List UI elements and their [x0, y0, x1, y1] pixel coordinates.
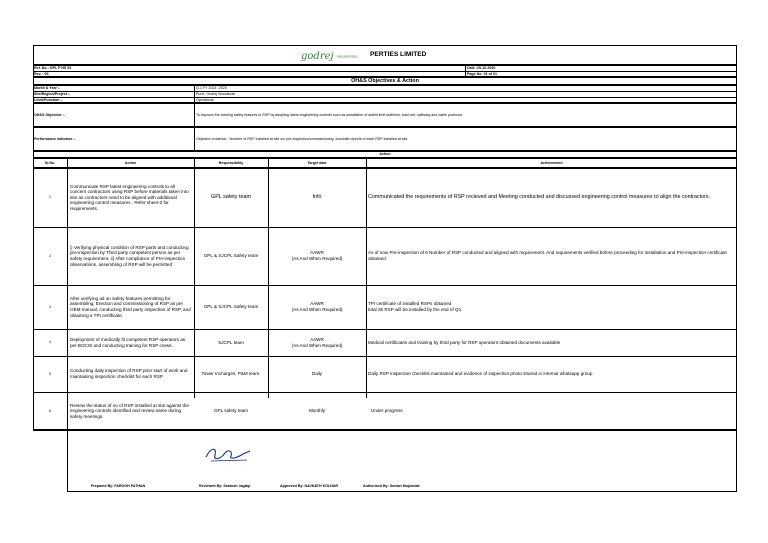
col-responsibility: Responsibility — [218, 160, 244, 165]
row-6-target: Monthly — [308, 408, 326, 414]
row-2-responsibility: GPL & SJCPL Safety team — [203, 253, 259, 259]
godrej-logo-icon — [301, 49, 371, 61]
row-4-achievement: Medical certificates and training by third party for RSP operators obtained documents available — [368, 339, 561, 345]
row-2-no: 2 — [49, 253, 51, 258]
row-4-no: 4 — [49, 340, 51, 345]
row-2-achievement: As of now Pre-inspection of 6 Number of RSP conducted and aligned with requirement. And requirements verified before proceeding for installation and Pre-inspection certificate obtained. — [368, 250, 727, 261]
row-1-no: 1 — [49, 195, 51, 200]
reviewed-by: Reviewed By: Santosh Jagtap — [199, 484, 251, 488]
row-1-action: Communicate RSP latest engineering controls to all concern contractors using RSP before materials taken into site as contractors need to be aligned with additional engineering control measures . Refer sheet-2 for requirements. — [70, 183, 189, 211]
row-5-no: 5 — [49, 371, 51, 376]
row-2-target: AAWR (As And When Required) — [291, 250, 343, 261]
page-number: Page No: 01 of 01 — [467, 72, 497, 76]
objective-value: To improve the existing safety features in RSP by adopting latest engineering controls such as installation of antitilt limit switches, load cell, safeway and cable protector. — [196, 112, 463, 117]
site-label: Site/Region/Project :- — [34, 92, 71, 96]
month-year-value: Q-1 FY 2024 -2025 — [196, 86, 227, 90]
date: Date :25-10-2020 — [467, 66, 496, 70]
row-6-no: 6 — [49, 408, 51, 413]
authorized-by: Authorised By: Suman Mujumdar — [363, 484, 420, 488]
month-year-label: Month & Year :- — [34, 86, 61, 90]
col-action: Action — [124, 160, 137, 165]
site-value: Pune, Godrej Woodsvan — [196, 92, 236, 96]
row-3-no: 3 — [49, 304, 51, 309]
objective-label: OH&S Objective :- — [34, 112, 65, 117]
level-value: Operations — [196, 98, 214, 102]
company-name: PERTIES LIMITED — [370, 51, 427, 58]
row-5-target: Daily — [311, 371, 323, 377]
row-4-target: AAWR (As And When Required) — [291, 336, 343, 348]
row-5-action: Conducting daily inspection of RSP prior start of work and maintaining inspection checklist for each RSP — [70, 368, 188, 379]
row-6-achievement: Under progress — [371, 408, 403, 414]
company-logo — [301, 49, 371, 61]
row-6-responsibility: GPL safety team — [213, 408, 249, 414]
svg-text:PROPERTIES: PROPERTIES — [337, 55, 358, 59]
row-4-responsibility: SJCPL team — [218, 339, 244, 345]
row-1-achievement: Communicated the requirements of RSP recieved and Meeting conducted and discussed engineering control measures to align the contractors. — [368, 194, 711, 201]
row-4-action: Deployment of medically fit competent RSP operators as per BOCW and conducting training for RSP crews. — [70, 336, 186, 348]
approved-by: Approved By: NAVNATH KOLHAR — [280, 484, 338, 488]
row-5-responsibility: Tower Incharges, P&M team. — [201, 371, 261, 377]
signature-box — [67, 430, 737, 492]
row-3-target: AAWR (As And When Required) — [291, 301, 343, 312]
form-title: OH&S Objectives & Action — [33, 77, 737, 85]
row-3-action: After verifying ad on safety features permitting for assembling, Erection and commissioning of RSP as per OEM manual, conducting third party inspection of RSP, and obtaining a TPI certificate. — [70, 295, 191, 318]
signature-icon — [203, 441, 253, 465]
row-6-action: Review the status of no of RSP installed at site against the engineering controls identified and review same during safety meetings. — [70, 402, 189, 419]
row-2-action: i) Verifying physical condition of RSP parts and conducting pre-inspection by Third party competent person as per safety requirement. ii) After compliance of Pre-inspection observations, assembling of RSP will be permitted — [70, 244, 189, 267]
row-1-responsibility: GPL safety team — [211, 194, 251, 201]
row-3-responsibility: GPL & SJCPL Safety team — [203, 304, 259, 310]
level-label: Level/Function :- — [34, 98, 63, 102]
col-achievement: Achievement — [540, 160, 563, 165]
prepared-by: Prepared By: FAROOH PATHAN — [91, 484, 146, 488]
col-sr-no: Sr.No. — [44, 160, 56, 165]
action-title: Action — [33, 151, 737, 158]
svg-text:godrej: godrej — [301, 51, 334, 61]
ref-number: Ref. No.: GPL F HS 03 — [34, 66, 72, 70]
info-block — [33, 85, 737, 103]
row-5-achievement: Daily RSP inspection checklist maintained and evidence of inspection photo shared in internal whatsapp group — [368, 371, 593, 377]
row-3-achievement: TPI certificate of installed RSPs obtained total 35 RSP will be installed by the end of Q1. — [368, 301, 463, 312]
row-1-target: Info — [312, 194, 322, 201]
col-target-date: Target date — [307, 160, 327, 165]
performance-label: Performance indicator :- — [34, 136, 76, 141]
revision: Rev. : 00 — [34, 72, 49, 76]
performance-value: Objective evidence - Number of RSP installed at site s/n pre-inspection/commissioning, checklist reports of each RSP installed at site. — [196, 136, 409, 141]
